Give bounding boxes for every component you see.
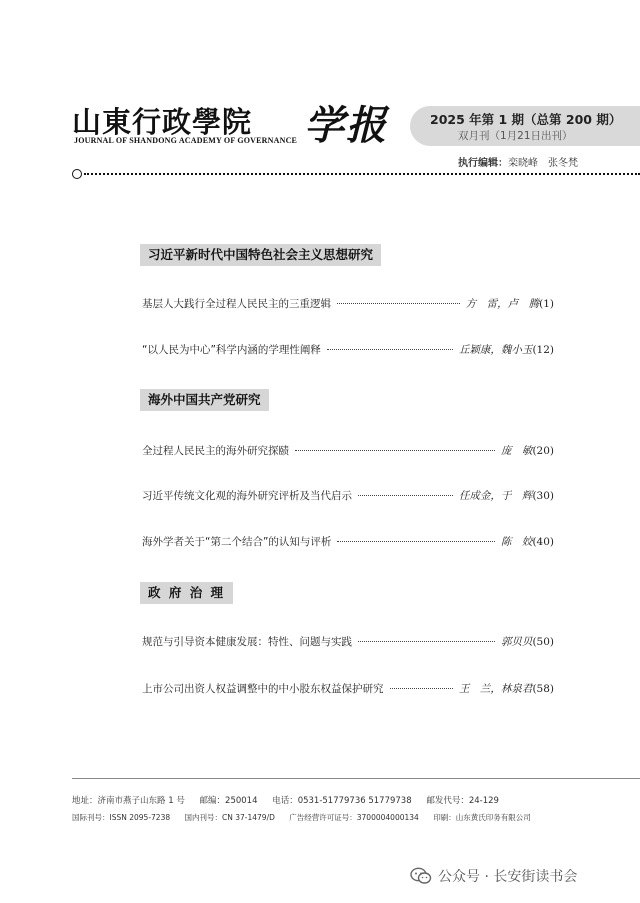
article-authors: 方 雷，卢 腾: [465, 298, 540, 310]
journal-masthead: [72, 96, 402, 156]
article-title: 全过程人民民主的海外研究探赜: [142, 445, 289, 457]
publication-frequency: 双月刊（1月21日出刊）: [458, 130, 573, 142]
article-page: (40): [532, 536, 554, 548]
section-title: 政 府 治 理: [140, 582, 233, 604]
leader-dots: [358, 641, 495, 642]
toc-entry[interactable]: [142, 681, 554, 697]
leader-dots: [337, 541, 495, 542]
toc-entry[interactable]: [142, 342, 554, 358]
toc-entry[interactable]: [142, 534, 554, 550]
article-authors: 任成金，于 辉: [458, 490, 533, 502]
footer-postcode: 邮编：250014: [199, 796, 258, 806]
leader-dots: [295, 450, 495, 451]
article-page: (20): [532, 445, 554, 457]
footer-printer: 印刷：山东黄氏印务有限公司: [433, 813, 531, 822]
article-title: 规范与引导资本健康发展：特性、问题与实践: [142, 636, 352, 648]
footer-contact-line: [72, 794, 511, 806]
footer-divider: [72, 778, 640, 779]
toc-entry[interactable]: [142, 296, 554, 312]
toc-entry[interactable]: [142, 443, 554, 459]
article-authors: 郭贝贝: [500, 636, 533, 648]
footer-mail-code: 邮发代号：24-129: [426, 796, 499, 806]
watermark-text: 公众号 · 长安街读书会: [438, 869, 578, 885]
header-divider: [72, 168, 640, 180]
article-title: 基层人大践行全过程人民民主的三重逻辑: [142, 298, 331, 310]
leader-dots: [327, 349, 453, 350]
article-title: 海外学者关于“第二个结合”的认知与评析: [142, 536, 332, 548]
footer-issn: 国际刊号：ISSN 2095-7238: [72, 813, 171, 822]
editors-label: 执行编辑：: [458, 158, 508, 169]
article-page: (30): [532, 490, 554, 502]
article-page: (1): [539, 298, 554, 310]
section-title: 习近平新时代中国特色社会主义思想研究: [140, 244, 381, 266]
footer-registration-line: [72, 812, 543, 823]
executive-editors: [458, 154, 578, 169]
article-title: “以人民为中心”科学内涵的学理性阐释: [142, 344, 321, 356]
footer-address: 地址：济南市燕子山东路 1 号: [72, 796, 185, 806]
wechat-icon: [410, 867, 432, 885]
article-page: (50): [532, 636, 554, 648]
leader-dots: [337, 303, 460, 304]
editors-names: 栾晓峰 张冬梵: [508, 158, 578, 169]
footer-cn: 国内刊号：CN 37-1479/D: [184, 813, 275, 822]
article-authors: 庞 敏: [500, 445, 533, 457]
footer-phone: 电话：0531-51779736 51779738: [272, 796, 412, 806]
journal-name-xuebao: 学报: [304, 102, 388, 149]
article-page: (58): [532, 683, 554, 695]
divider-circle-icon: [72, 169, 82, 179]
section-title: 海外中国共产党研究: [140, 389, 269, 411]
article-page: (12): [532, 344, 554, 356]
journal-name-cn: 山東行政學院: [72, 105, 253, 139]
article-authors: 王 兰，林泉君: [458, 683, 533, 695]
leader-dots: [358, 495, 453, 496]
journal-name-en: JOURNAL OF SHANDONG ACADEMY OF GOVERNANCE: [74, 136, 298, 145]
toc-entry[interactable]: [142, 634, 554, 650]
divider-dotted-line: [84, 173, 640, 175]
article-title: 习近平传统文化观的海外研究评析及当代启示: [142, 490, 352, 502]
issue-number: 2025 年第 1 期（总第 200 期）: [430, 112, 622, 127]
footer-ad-license: 广告经营许可证号：3700004000134: [289, 813, 419, 822]
toc-entry[interactable]: [142, 488, 554, 504]
issue-info-box: [410, 106, 640, 146]
leader-dots: [390, 688, 453, 689]
article-authors: 陈 姣: [500, 536, 533, 548]
article-authors: 丘颖康，魏小玉: [458, 344, 533, 356]
article-title: 上市公司出资人权益调整中的中小股东权益保护研究: [142, 683, 384, 695]
wechat-watermark: [410, 866, 577, 886]
